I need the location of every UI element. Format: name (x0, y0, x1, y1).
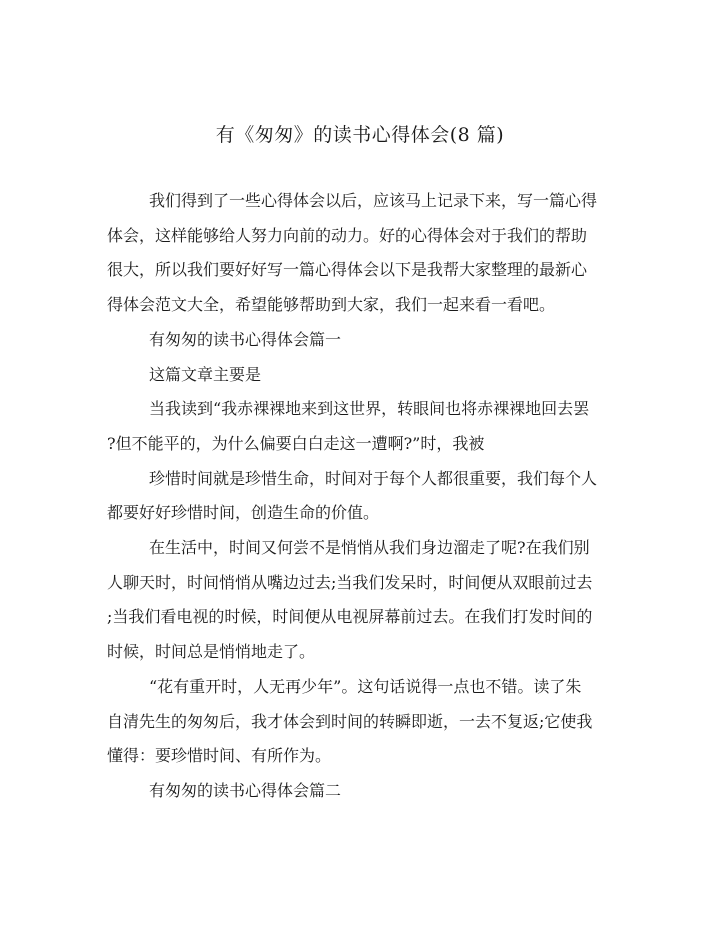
paragraph-line: ;当我们看电视的时候，时间便从电视屏幕前过去。在我们打发时间的 (107, 607, 593, 627)
paragraph-line: 时候，时间总是悄悄地走了。 (107, 642, 316, 662)
paragraph-line: “花有重开时，人无再少年”。这句话说得一点也不错。读了朱 (149, 676, 582, 696)
paragraph-line: 珍惜时间就是珍惜生命，时间对于每个人都很重要，我们每个人 (149, 468, 598, 488)
paragraph-line: 很大，所以我们要好好写一篇心得体会以下是我帮大家整理的最新心 (107, 260, 588, 280)
paragraph-line: 在生活中，时间又何尝不是悄悄从我们身边溜走了呢?在我们别 (149, 538, 590, 558)
paragraph-line: 体会，这样能够给人努力向前的动力。好的心得体会对于我们的帮助 (107, 225, 588, 245)
paragraph-line: 我们得到了一些心得体会以后，应该马上记录下来，写一篇心得 (149, 191, 598, 210)
document-title: 有《匆匆》的读书心得体会(8 篇) (215, 124, 505, 146)
paragraph-line: 人聊天时，时间悄悄从嘴边过去;当我们发呆时，时间便从双眼前过去 (107, 572, 593, 592)
paragraph-line: 自清先生的匆匆后，我才体会到时间的转瞬即逝，一去不复返;它使我 (107, 711, 593, 731)
section-heading: 有匆匆的读书心得体会篇二 (149, 780, 342, 800)
document-body (107, 184, 613, 809)
paragraph-line: 都要好好珍惜时间，创造生命的价值。 (107, 503, 380, 523)
paragraph-line: 这篇文章主要是 (149, 364, 262, 384)
section-heading: 有匆匆的读书心得体会篇一 (149, 329, 342, 349)
paragraph-line: 懂得：要珍惜时间、有所作为。 (107, 746, 332, 766)
paragraph-line: 当我读到“我赤裸裸地来到这世界，转眼间也将赤裸裸地回去罢 (149, 399, 590, 419)
paragraph-line: 得体会范文大全，希望能够帮助到大家，我们一起来看一看吧。 (107, 295, 556, 315)
paragraph-line: ?但不能平的，为什么偏要白白走这一遭啊?”时，我被 (107, 433, 485, 453)
